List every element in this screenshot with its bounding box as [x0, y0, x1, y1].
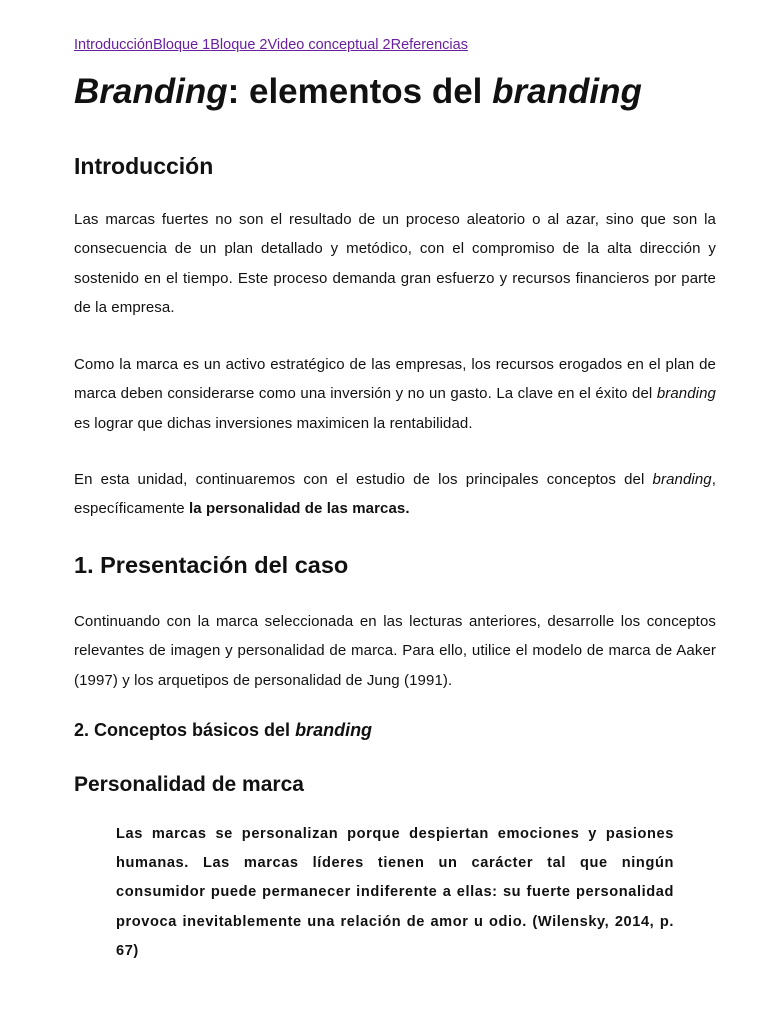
section-2-heading: 2. Conceptos básicos del branding	[74, 720, 373, 740]
personalidad-heading: Personalidad de marca	[74, 773, 304, 796]
toc-link-referencias[interactable]: Referencias	[390, 37, 468, 53]
section-1-heading: 1. Presentación del caso	[74, 552, 349, 578]
toc-link-introduccion[interactable]: Introducción	[74, 37, 153, 53]
intro-heading: Introducción	[74, 153, 214, 179]
toc-link-bloque-1[interactable]: Bloque 1	[153, 37, 211, 53]
section-1-paragraph: Continuando con la marca seleccionada en las lecturas anteriores, desarrolle los conceptos relevantes de imagen y personalidad de marca. Para ello, utilice el modelo de marca de Aaker (1997) y los arquetipos de personalidad de Jung (1991).	[74, 613, 716, 689]
intro-paragraph-3: En esta unidad, continuaremos con el estudio de los principales conceptos del branding, específicamente la personalidad de las marcas.	[74, 471, 716, 518]
toc-link-bloque-2[interactable]: Bloque 2	[210, 37, 268, 53]
toc-link-video-conceptual-2[interactable]: Video conceptual 2	[267, 37, 391, 53]
table-of-contents-nav	[74, 36, 468, 54]
wilensky-quote: Las marcas se personalizan porque despiertan emociones y pasiones humanas. Las marcas líderes tienen un carácter tal que ningún consumidor puede permanecer indiferente a ellas: su fuerte personalidad provoca inevitablemente una relación de amor u odio. (Wilensky, 2014, p. 67)	[116, 826, 674, 959]
page-title: Branding: elementos del branding	[74, 72, 642, 111]
intro-paragraph-1: Las marcas fuertes no son el resultado de un proceso aleatorio o al azar, sino que son la consecuencia de un plan detallado y metódico, con el compromiso de la alta dirección y sostenido en el tiempo. Este proceso demanda gran esfuerzo y recursos financieros por parte de la empresa.	[74, 211, 716, 316]
intro-paragraph-2: Como la marca es un activo estratégico de las empresas, los recursos erogados en el plan de marca deben considerarse como una inversión y no un gasto. La clave en el éxito del branding es lograr que dichas inversiones maximicen la rentabilidad.	[74, 356, 716, 432]
